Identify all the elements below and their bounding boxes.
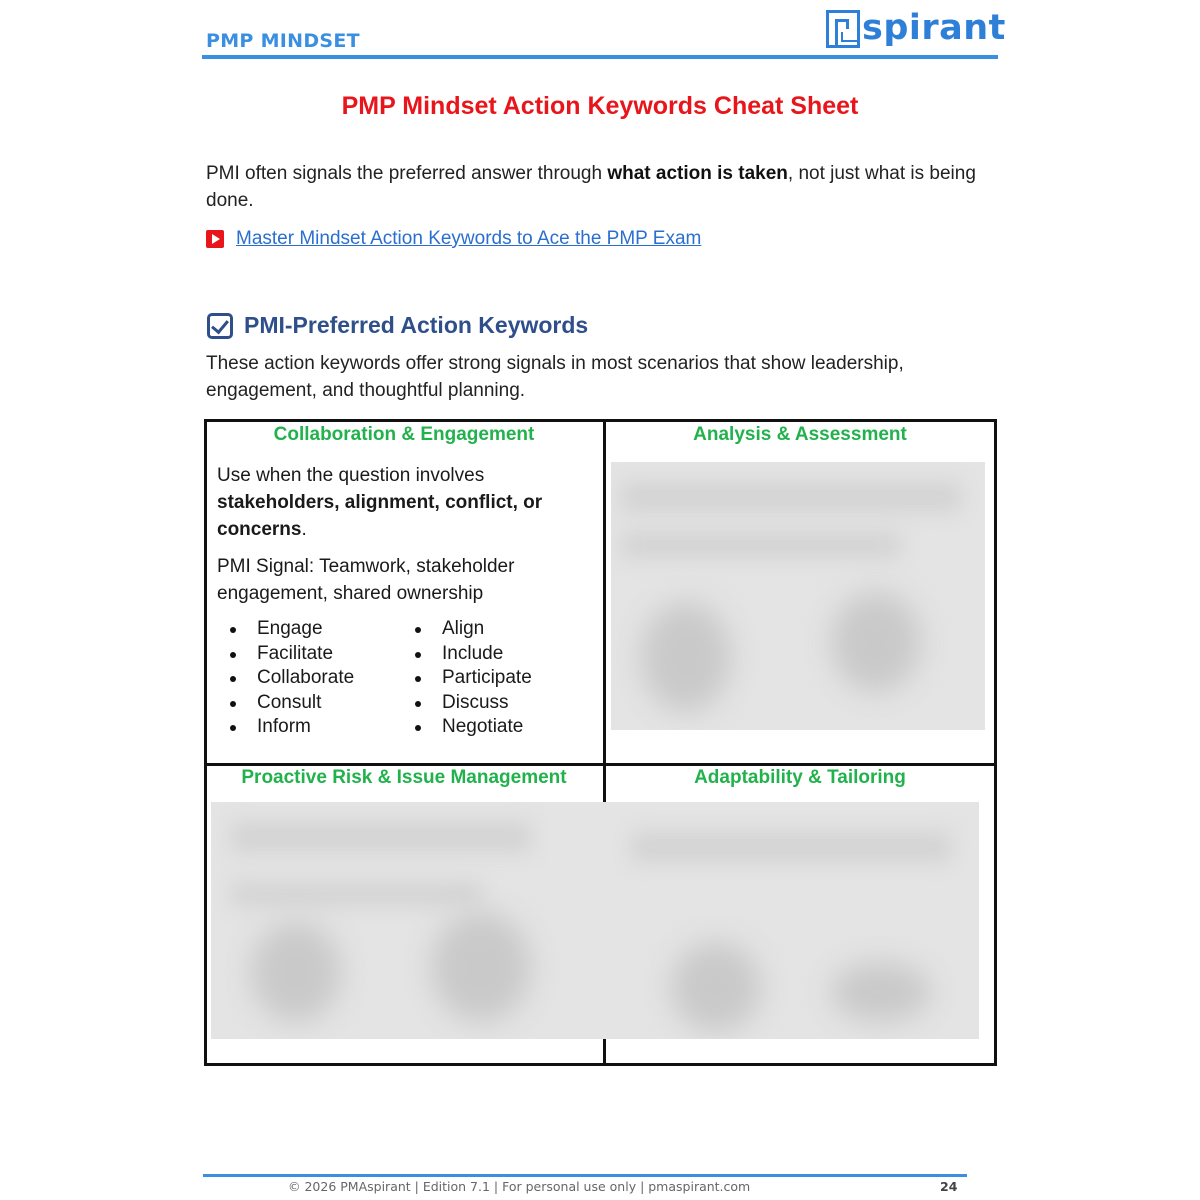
intro-paragraph: PMI often signals the preferred answer through what action is taken, not just what is being done.: [206, 163, 976, 211]
footer-text: © 2026 PMAspirant | Edition 7.1 | For personal use only | pmaspirant.com: [288, 1179, 751, 1194]
brand-logo-icon: [826, 10, 860, 48]
video-play-icon: [206, 230, 224, 248]
keyword-lists: [217, 617, 587, 740]
page-title: PMP Mindset Action Keywords Cheat Sheet: [341, 92, 859, 120]
list-item: Negotiate: [402, 715, 587, 740]
list-item: Engage: [217, 617, 402, 642]
section-description: These action keywords offer strong signals in most scenarios that show leadership, engagement, and thoughtful planning.: [206, 353, 904, 401]
keyword-list-right: [402, 617, 587, 740]
section-heading-text: PMI-Preferred Action Keywords: [244, 312, 589, 338]
header-label: PMP MINDSET: [206, 30, 360, 52]
brand-text: spirant: [862, 8, 1006, 48]
list-item: Discuss: [402, 691, 587, 716]
blurred-content-analysis: [611, 462, 985, 730]
pmi-signal-text: PMI Signal: Teamwork, stakeholder engagement, shared ownership: [217, 556, 515, 604]
cell-title-analysis: Analysis & Assessment: [693, 424, 907, 445]
list-item: Participate: [402, 666, 587, 691]
brand-logo: [826, 4, 1006, 48]
use-when-text: Use when the question involves stakeholders, alignment, conflict, or concerns.: [217, 465, 543, 540]
video-link-text[interactable]: Master Mindset Action Keywords to Ace the PMP Exam: [236, 228, 702, 249]
list-item: Collaborate: [217, 666, 402, 691]
keywords-grid: [204, 419, 997, 1066]
header-divider: [202, 55, 998, 59]
cell-title-risk: Proactive Risk & Issue Management: [241, 767, 567, 788]
page-number: 24: [940, 1179, 958, 1194]
list-item: Align: [402, 617, 587, 642]
keyword-list-left: [217, 617, 402, 740]
list-item: Include: [402, 642, 587, 667]
footer-divider: [203, 1174, 967, 1177]
section-heading: [207, 312, 588, 339]
grid-horizontal-divider: [207, 763, 994, 766]
list-item: Inform: [217, 715, 402, 740]
video-link[interactable]: [206, 228, 701, 250]
checkbox-checked-icon: [207, 313, 233, 339]
cell-title-collaboration: Collaboration & Engagement: [273, 424, 535, 445]
cell-title-adaptability: Adaptability & Tailoring: [694, 767, 906, 788]
cell-collaboration-body: [217, 462, 587, 740]
list-item: Facilitate: [217, 642, 402, 667]
list-item: Consult: [217, 691, 402, 716]
blurred-content-bottom-row: [211, 802, 979, 1039]
